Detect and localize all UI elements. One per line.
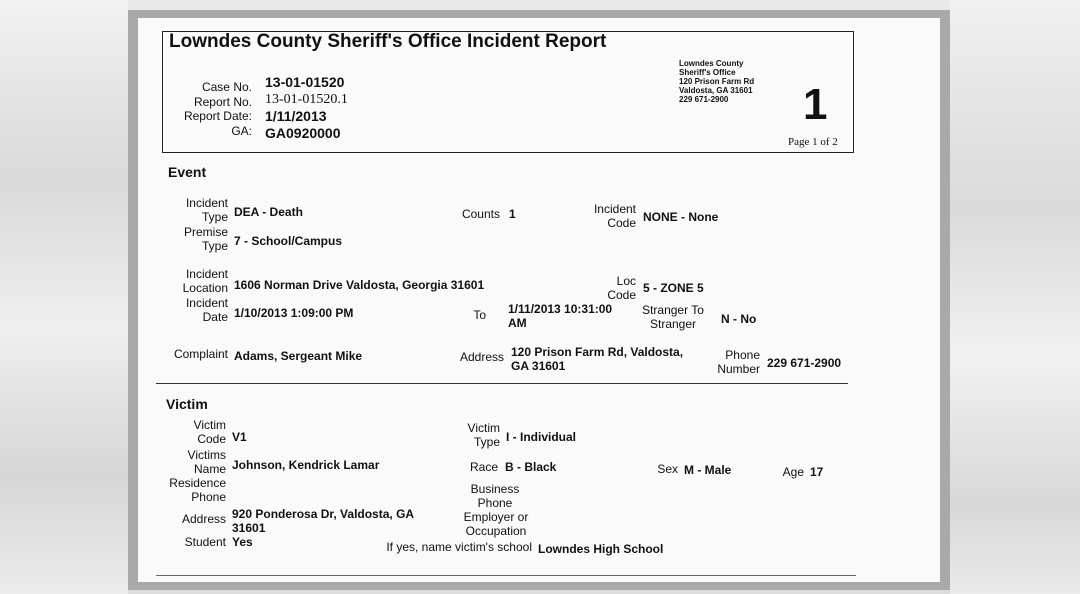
office-name: Lowndes County — [679, 59, 744, 68]
incident-location-label: Incident Location — [182, 267, 228, 295]
school-label: If yes, name victim's school — [386, 540, 532, 554]
event-address-line2: GA 31601 — [511, 359, 566, 373]
complaint-value: Adams, Sergeant Mike — [234, 349, 363, 363]
background-left — [0, 0, 128, 594]
age-label: Age — [782, 465, 804, 479]
report-no-label: Report No. — [193, 95, 252, 109]
employer-label: Employer or Occupation — [463, 510, 529, 538]
victim-address-label: Address — [181, 512, 226, 526]
incident-location-value: 1606 Norman Drive Valdosta, Georgia 31601 — [234, 278, 485, 292]
ga-label: GA: — [231, 124, 252, 138]
report-title: Lowndes County Sheriff's Office Incident Report — [169, 31, 607, 52]
incident-type-value: DEA - Death — [234, 205, 303, 219]
report-date-value: 1/11/2013 — [265, 108, 327, 124]
stranger-value: N - No — [721, 312, 757, 326]
race-label: Race — [469, 460, 498, 474]
counts-value: 1 — [509, 207, 516, 221]
case-no-value: 13-01-01520 — [265, 74, 345, 90]
sex-label: Sex — [657, 462, 678, 476]
victim-address-line2: 31601 — [232, 521, 266, 535]
event-address-label: Address — [459, 350, 504, 364]
ga-value: GA0920000 — [265, 125, 341, 141]
to-date-line2: AM — [508, 316, 527, 330]
event-address-line1: 120 Prison Farm Rd, Valdosta, — [511, 345, 684, 359]
to-date-line1: 1/11/2013 10:31:00 — [508, 302, 613, 316]
stranger-label: Stranger To Stranger — [642, 303, 704, 331]
victim-code-label: Victim Code — [193, 418, 226, 446]
phone-label: Phone Number — [717, 348, 760, 376]
case-no-label: Case No. — [201, 80, 252, 94]
to-label: To — [473, 308, 486, 322]
loc-code-value: 5 - ZONE 5 — [643, 281, 704, 295]
incident-report-page — [138, 18, 940, 582]
section-divider — [156, 383, 848, 384]
incident-date-label: Incident Date — [185, 296, 228, 324]
office-address-block — [679, 59, 754, 104]
report-date-label: Report Date: — [183, 109, 252, 123]
office-sub: Sheriff's Office — [679, 68, 736, 77]
student-value: Yes — [232, 535, 253, 549]
sex-value: M - Male — [684, 463, 732, 477]
student-label: Student — [184, 535, 226, 549]
premise-type-value: 7 - School/Campus — [234, 234, 343, 248]
incident-date-value: 1/10/2013 1:09:00 PM — [234, 306, 354, 320]
victim-type-label: Victim Type — [467, 421, 500, 449]
incident-code-label: Incident Code — [593, 202, 636, 230]
event-heading: Event — [168, 164, 207, 180]
incident-type-label: Incident Type — [185, 196, 228, 224]
big-page-number: 1 — [803, 80, 828, 129]
page-info: Page 1 of 2 — [788, 136, 838, 148]
loc-code-label: Loc Code — [607, 274, 636, 302]
victim-heading: Victim — [166, 396, 208, 412]
victim-address-value — [232, 507, 414, 535]
business-phone-label: Business Phone — [470, 482, 520, 510]
phone-value: 229 671-2900 — [767, 356, 842, 370]
event-address-value — [511, 345, 683, 373]
victim-address-line1: 920 Ponderosa Dr, Valdosta, GA — [232, 507, 415, 521]
victims-name-value: Johnson, Kendrick Lamar — [232, 458, 380, 472]
complaint-label: Complaint — [173, 347, 228, 361]
office-street: 120 Prison Farm Rd — [679, 77, 755, 86]
background-right — [950, 0, 1080, 594]
to-date-value — [508, 302, 612, 330]
victims-name-label: Victims Name — [187, 448, 226, 476]
victim-type-value: I - Individual — [506, 430, 577, 444]
age-value: 17 — [810, 465, 824, 479]
school-value: Lowndes High School — [538, 542, 664, 556]
race-value: B - Black — [505, 460, 557, 474]
premise-type-label: Premise Type — [183, 225, 228, 253]
victim-code-value: V1 — [232, 430, 247, 444]
office-phone: 229 671-2900 — [679, 95, 729, 104]
office-city: Valdosta, GA 31601 — [679, 86, 753, 95]
counts-label: Counts — [461, 207, 500, 221]
report-no-value: 13-01-01520.1 — [265, 92, 348, 107]
incident-code-value: NONE - None — [643, 210, 719, 224]
residence-phone-label: Residence Phone — [169, 476, 226, 504]
bottom-rule — [156, 575, 856, 576]
